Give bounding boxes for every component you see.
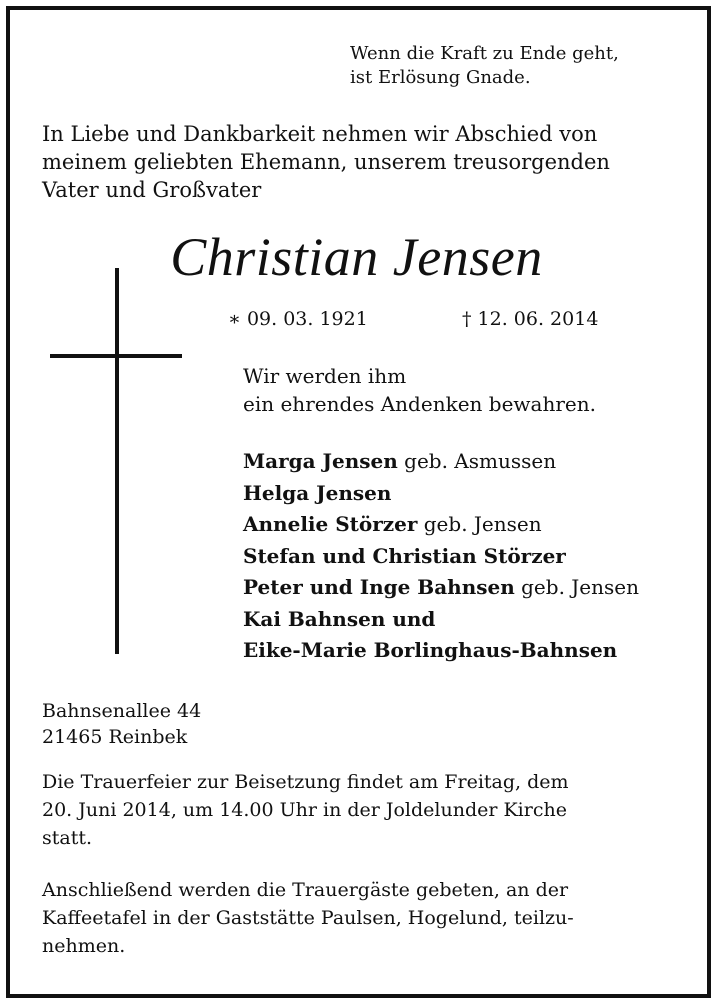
motto — [350, 42, 619, 90]
cross-icon — [115, 268, 119, 654]
family-member — [243, 572, 639, 604]
funeral-info — [42, 768, 672, 852]
motto-line: Wenn die Kraft zu Ende geht, — [350, 43, 619, 64]
funeral-line: statt. — [42, 827, 93, 849]
motto-line: ist Erlösung Gnade. — [350, 67, 531, 88]
family-member-name: Annelie Störzer — [243, 512, 418, 536]
funeral-line: 20. Juni 2014, um 14.00 Uhr in der Joldelunder Kirche — [42, 799, 567, 821]
birth-date: ∗ 09. 03. 1921 — [228, 308, 368, 330]
family-member-name: Marga Jensen — [243, 449, 398, 473]
family-member-suffix: geb. Asmussen — [397, 449, 557, 473]
memorial-quote — [243, 362, 596, 418]
address — [42, 698, 201, 750]
quote-line: ein ehrendes Andenken bewahren. — [243, 392, 596, 416]
family-member — [243, 604, 639, 636]
funeral-line: Die Trauerfeier zur Beisetzung findet am Freitag, dem — [42, 771, 569, 793]
family-member-name: Peter und Inge Bahnsen — [243, 575, 515, 599]
family-member — [243, 635, 639, 667]
cross-icon-bar — [50, 354, 182, 358]
family-member-name: Kai Bahnsen und — [243, 606, 436, 631]
intro-line: In Liebe und Dankbarkeit nehmen wir Abschied von — [42, 122, 598, 146]
intro-text — [42, 120, 610, 204]
coffee-line: Kaffeetafel in der Gaststätte Paulsen, Hogelund, teilzu- — [42, 907, 574, 929]
family-member — [243, 541, 639, 573]
intro-line: Vater und Großvater — [42, 178, 262, 202]
family-member-name: Stefan und Christian Störzer — [243, 543, 566, 568]
family-member-name: Helga Jensen — [243, 480, 392, 505]
address-city: 21465 Reinbek — [42, 726, 188, 748]
family-member — [243, 478, 639, 510]
family-member — [243, 509, 639, 541]
deceased-name: Christian Jensen — [170, 227, 543, 287]
death-date: † 12. 06. 2014 — [462, 308, 599, 330]
intro-line: meinem geliebten Ehemann, unserem treusorgenden — [42, 150, 610, 174]
family-member-name: Eike-Marie Borlinghaus-Bahnsen — [243, 638, 618, 662]
address-street: Bahnsenallee 44 — [42, 700, 202, 722]
family-list — [243, 446, 639, 667]
coffee-line: nehmen. — [42, 935, 126, 957]
coffee-info — [42, 876, 672, 960]
family-member — [243, 446, 639, 478]
family-member-suffix: geb. Jensen — [514, 575, 639, 599]
coffee-line: Anschließend werden die Trauergäste gebeten, an der — [42, 879, 569, 901]
family-member-suffix: geb. Jensen — [417, 512, 542, 536]
quote-line: Wir werden ihm — [243, 364, 407, 388]
